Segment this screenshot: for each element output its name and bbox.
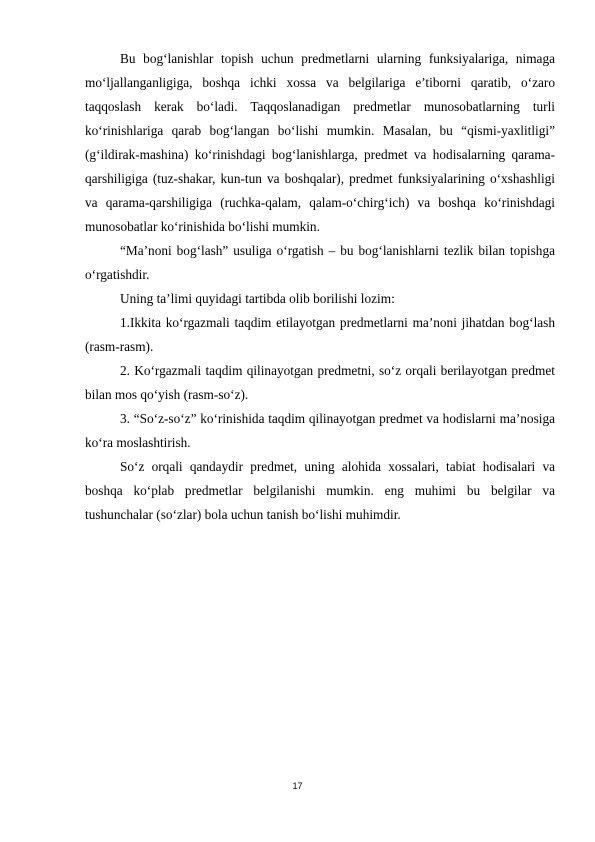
paragraph: 2. Ko‘rgazmali taqdim qilinayotgan predmetni, so‘z orqali berilayotgan predmet bilan mos qo‘yish (rasm-so‘z). — [85, 363, 555, 402]
paragraph: 3. “So‘z-so‘z” ko‘rinishida taqdim qilinayotgan predmet va hodislarni ma’nosiga ko‘ra moslashtirish. — [85, 411, 555, 450]
paragraph: Bu bog‘lanishlar topish uchun predmetlarni ularning funksiyalariga, nimaga mo‘ljallanganligiga, boshqa ichki xossa va belgilariga e’tiborni qaratib, o‘zaro taqqoslash kerak bo‘ladi. Taqqoslanadigan predmetlar munosobatlarning turli ko‘rinishlariga qarab bog‘langan bo‘lishi mumkin. Masalan, bu “qismi-yaxlitligi” (g‘ildirak-mashina) ko‘rinishdagi bog‘lanishlarga, predmet va hodisalarning qarama-qarshiligiga (tuz-shakar, kun-tun va boshqalar), predmet funksiyalarining o‘xshashligi va qarama-qarshiligiga (ruchka-qalam, qalam-o‘chirg‘ich) va boshqa ko‘rinishdagi munosobatlar ko‘rinishida bo‘lishi mumkin. — [85, 51, 555, 234]
paragraph: 1.Ikkita ko‘rgazmali taqdim etilayotgan predmetlarni ma’noni jihatdan bog‘lash (rasm-rasm). — [85, 315, 555, 354]
paragraph: So‘z orqali qandaydir predmet, uning alohida xossalari, tabiat hodisalari va boshqa ko‘plab predmetlar belgilanishi mumkin. eng muhimi bu belgilar va tushunchalar (so‘zlar) bola uchun tanish bo‘lishi muhimdir. — [85, 459, 555, 522]
page-body — [85, 47, 555, 527]
paragraph: Uning ta’limi quyidagi tartibda olib borilishi lozim: — [120, 291, 395, 306]
paragraph: “Ma’noni bog‘lash” usuliga o‘rgatish – bu bog‘lanishlarni tezlik bilan topishga o‘rgatishdir. — [85, 243, 555, 282]
page-number: 17 — [292, 781, 303, 791]
